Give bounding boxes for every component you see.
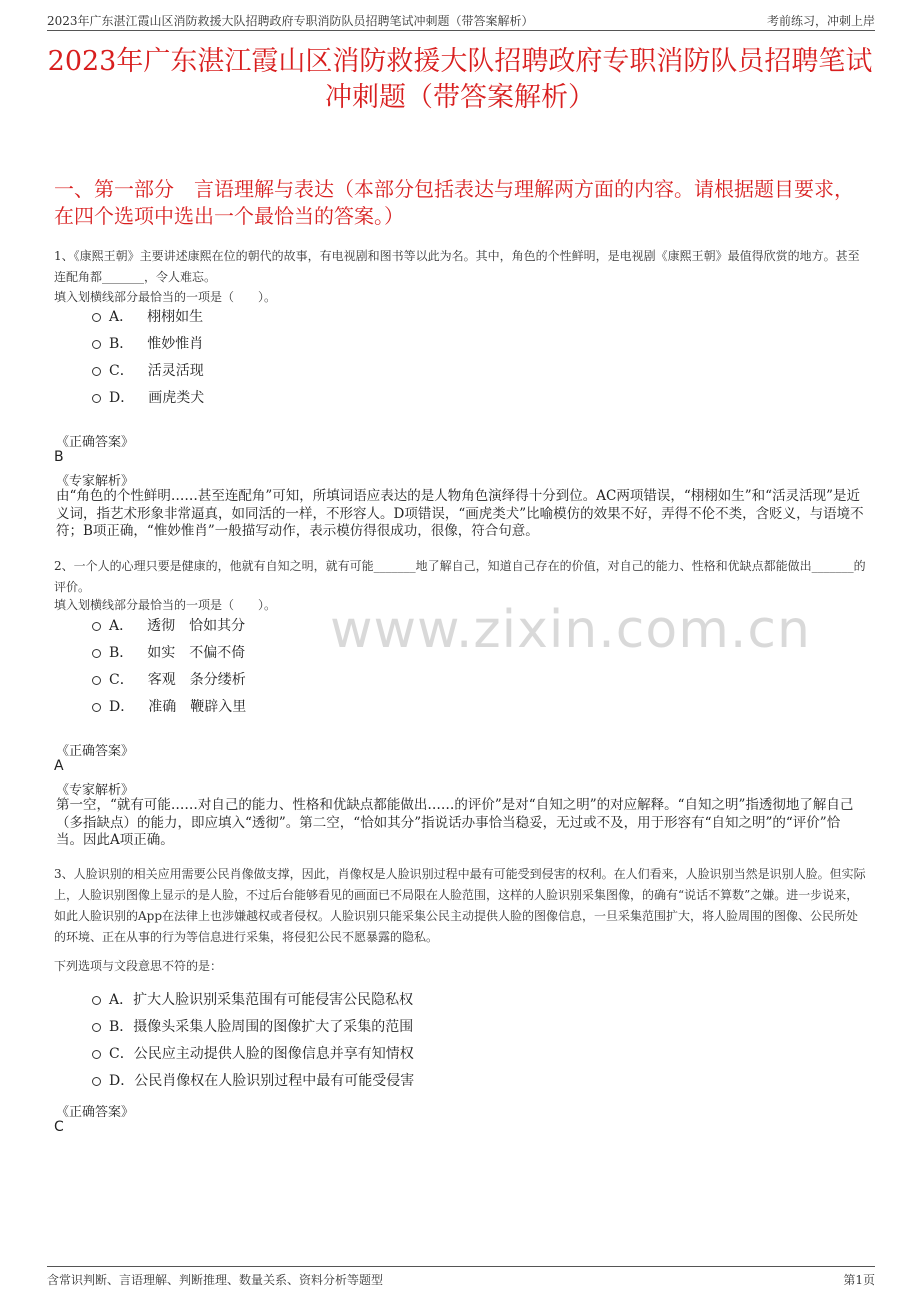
question-2-analysis: 第一空，“就有可能……对自己的能力、性格和优缺点都能做出……的评价”是对“自知之明”的对应解释。“自知之明”指透彻地了解自己（多指缺点）的能力，即应填入“透彻”。第二空，“恰如其分”指说话办事恰当稳妥，无过或不及，用于形容有“自知之明”的“评价”恰当。因此A项正确。 (56, 797, 854, 848)
question-3-prompt: 下列选项与文段意思不符的是： (54, 959, 223, 973)
radio-icon[interactable] (92, 649, 101, 658)
question-1-option-a[interactable]: A． 栩栩如生 (92, 306, 203, 328)
radio-icon[interactable] (92, 340, 101, 349)
radio-icon[interactable] (92, 996, 101, 1005)
header-slogan: 考前练习，冲刺上岸 (766, 14, 875, 28)
radio-icon[interactable] (92, 1077, 101, 1086)
question-1-analysis: 由“角色的个性鲜明……甚至连配角”可知，所填词语应表达的是人物角色演绎得十分到位。AC两项错误，“栩栩如生”和“活灵活现”是近义词，指艺术形象非常逼真，如同活的一样，不形容人。D项错误，“画虎类犬”比喻模仿的效果不好，弄得不伦不类，含贬义，与语境不符；B项正确，“惟妙惟肖”一般描写动作，表示模仿得很成功，很像，符合句意。 (56, 488, 864, 539)
watermark: www.zixin.com.cn (330, 600, 811, 660)
answer-heading: 《正确答案》 (56, 1105, 135, 1120)
document-title: 2023年广东湛江霞山区消防救援大队招聘政府专职消防队员招聘笔试冲刺题（带答案解析） (47, 46, 873, 113)
question-3-stem: 3、人脸识别的相关应用需要公民肖像做支撑，因此，肖像权是人脸识别过程中最有可能受到侵害的权利。在人们看来，人脸识别当然是识别人脸。但实际上，人脸识别图像上显示的是人脸，不过后台能够看见的画面已不局限在人脸范围，这样的人脸识别采集图像，的确有“说话不算数”之嫌。进一步说来，如此人脸识别的App在法律上也涉嫌越权或者侵权。人脸识别只能采集公民主动提供人脸的图像信息，一旦采集范围扩大，将人脸周围的图像、公民所处的环境、正在从事的行为等信息进行采集，将侵犯公民不愿暴露的隐私。 (54, 867, 866, 944)
question-1-option-d[interactable]: D． 画虎类犬 (92, 387, 204, 409)
radio-icon[interactable] (92, 1023, 101, 1032)
question-3-answer: C (54, 1119, 64, 1135)
question-3-option-b[interactable]: B．摄像头采集人脸周围的图像扩大了采集的范围 (92, 1016, 413, 1038)
header-doc-title: 2023年广东湛江霞山区消防救援大队招聘政府专职消防队员招聘笔试冲刺题（带答案解析） (47, 14, 534, 28)
question-1-prompt: 填入划横线部分最恰当的一项是（ ）。 (54, 290, 277, 304)
question-2-option-c[interactable]: C． 客观 条分缕析 (92, 669, 246, 691)
question-2-prompt: 填入划横线部分最恰当的一项是（ ）。 (54, 598, 277, 612)
section-heading: 一、第一部分 言语理解与表达（本部分包括表达与理解两方面的内容。请根据题目要求，在四个选项中选出一个最恰当的答案。） (54, 177, 854, 228)
question-3-option-a[interactable]: A．扩大人脸识别采集范围有可能侵害公民隐私权 (92, 989, 413, 1011)
page-header (47, 12, 875, 31)
question-1-option-c[interactable]: C． 活灵活现 (92, 360, 204, 382)
page-footer (47, 1266, 875, 1285)
question-2-answer: A (54, 758, 64, 774)
answer-heading: 《正确答案》 (56, 744, 135, 759)
question-2-option-b[interactable]: B． 如实 不偏不倚 (92, 642, 245, 664)
radio-icon[interactable] (92, 394, 101, 403)
radio-icon[interactable] (92, 622, 101, 631)
radio-icon[interactable] (92, 313, 101, 322)
question-3-option-d[interactable]: D．公民肖像权在人脸识别过程中最有可能受侵害 (92, 1070, 414, 1092)
question-2-option-d[interactable]: D． 准确 鞭辟入里 (92, 696, 246, 718)
analysis-heading: 《专家解析》 (56, 783, 135, 798)
question-1-answer: B (54, 449, 64, 465)
answer-heading: 《正确答案》 (56, 435, 135, 450)
question-2-option-a[interactable]: A． 透彻 恰如其分 (92, 615, 245, 637)
radio-icon[interactable] (92, 367, 101, 376)
radio-icon[interactable] (92, 703, 101, 712)
question-1-stem: 1、《康熙王朝》主要讲述康熙在位的朝代的故事，有电视剧和图书等以此为名。其中，角色的个性鲜明，是电视剧《康熙王朝》最值得欣赏的地方。甚至连配角都_______，令人难忘。 (54, 249, 860, 284)
question-2-stem: 2、一个人的心理只要是健康的，他就有自知之明，就有可能_______地了解自己，知道自己存在的价值，对自己的能力、性格和优缺点都能做出_______的评价。 (54, 559, 866, 594)
analysis-heading: 《专家解析》 (56, 474, 135, 489)
question-3-option-c[interactable]: C．公民应主动提供人脸的图像信息并享有知情权 (92, 1043, 414, 1065)
radio-icon[interactable] (92, 676, 101, 685)
page-number: 第1页 (843, 1273, 875, 1287)
question-1-option-b[interactable]: B． 惟妙惟肖 (92, 333, 203, 355)
radio-icon[interactable] (92, 1050, 101, 1059)
footer-topics: 含常识判断、言语理解、判断推理、数量关系、资料分析等题型 (47, 1273, 384, 1287)
